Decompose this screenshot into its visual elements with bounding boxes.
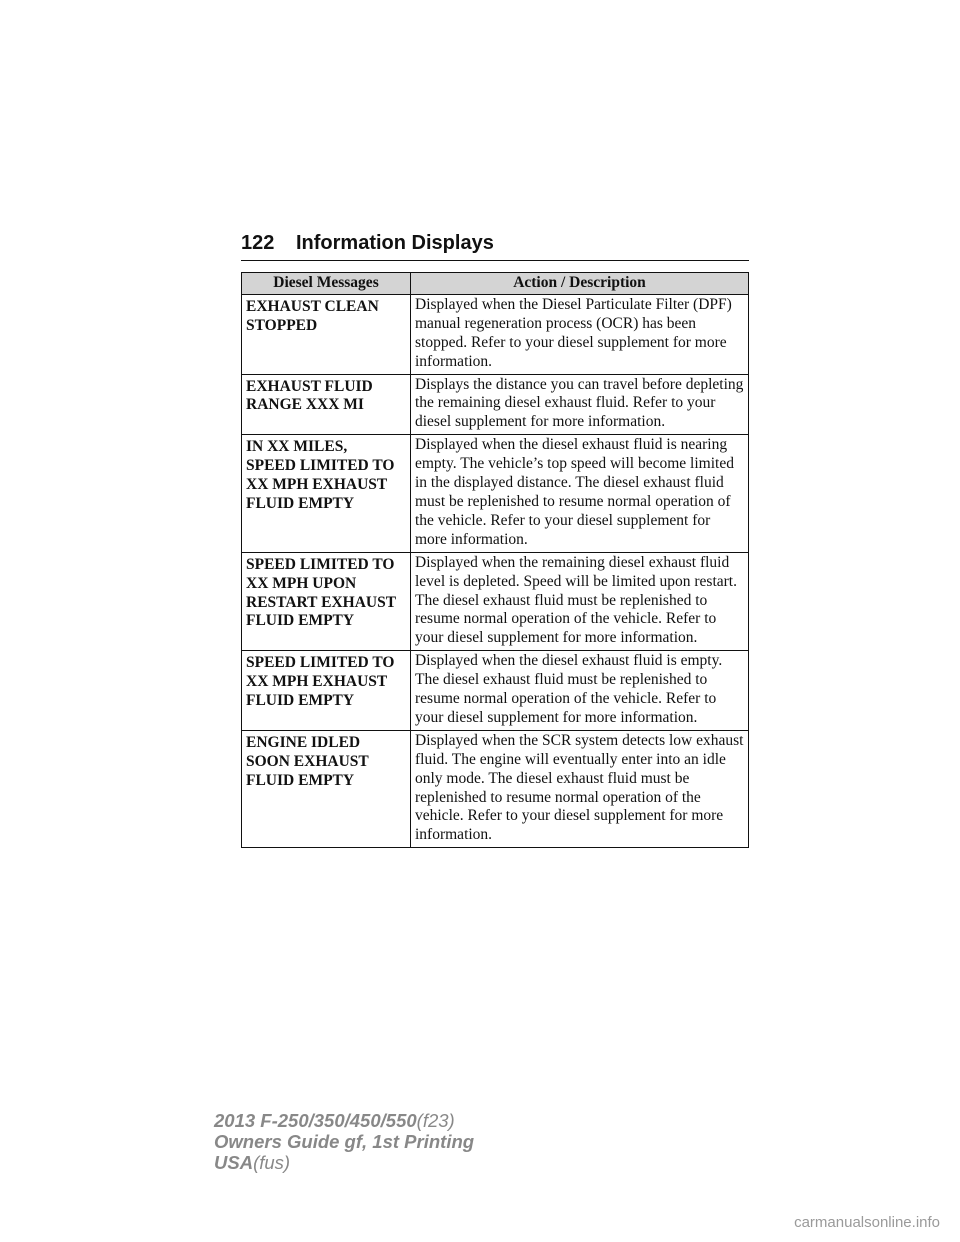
description-cell: Displayed when the diesel exhaust fluid is nearing empty. The vehicle’s top speed will become limited in the displayed distance. The diesel exhaust fluid must be replenished to resume normal operation of the vehicle. Refer to your diesel supplement for more information. (411, 435, 749, 552)
message-cell: IN XX MILES, SPEED LIMITED TO XX MPH EXHAUST FLUID EMPTY (242, 435, 411, 552)
table-row (242, 374, 749, 435)
footer-guide: Owners Guide gf, 1st Printing (214, 1131, 475, 1152)
column-header-action-description: Action / Description (411, 273, 749, 295)
message-cell: SPEED LIMITED TO XX MPH UPON RESTART EXHAUST FLUID EMPTY (242, 552, 411, 651)
document-footer (214, 1110, 474, 1173)
footer-model-code: (f23) (416, 1110, 455, 1131)
message-cell: ENGINE IDLED SOON EXHAUST FLUID EMPTY (242, 730, 411, 847)
footer-region: USA (214, 1152, 254, 1173)
table-row (242, 294, 749, 374)
table-row (242, 730, 749, 847)
message-cell: EXHAUST FLUID RANGE XXX MI (242, 374, 411, 435)
page-header (241, 228, 749, 258)
table-row (242, 651, 749, 731)
footer-model: 2013 F-250/350/450/550 (214, 1110, 417, 1131)
watermark: carmanualsonline.info (794, 1214, 940, 1231)
table-row (242, 435, 749, 552)
description-cell: Displays the distance you can travel before depleting the remaining diesel exhaust fluid. Refer to your diesel supplement for more information. (411, 374, 749, 435)
description-cell: Displayed when the Diesel Particulate Filter (DPF) manual regeneration process (OCR) has been stopped. Refer to your diesel supplement for more information. (411, 294, 749, 374)
page-number: 122 (241, 232, 275, 254)
table-header-row (242, 273, 749, 295)
section-title: Information Displays (296, 232, 494, 254)
description-cell: Displayed when the remaining diesel exhaust fluid level is depleted. Speed will be limited upon restart. The diesel exhaust fluid must be replenished to resume normal operation of the vehicle. Refer to your diesel supplement for more information. (411, 552, 749, 651)
column-header-diesel-messages: Diesel Messages (242, 273, 411, 295)
message-cell: EXHAUST CLEAN STOPPED (242, 294, 411, 374)
table-row (242, 552, 749, 651)
footer-region-code: (fus) (253, 1152, 291, 1173)
header-divider (241, 260, 749, 261)
footer-region-line (214, 1152, 474, 1173)
message-cell: SPEED LIMITED TO XX MPH EXHAUST FLUID EMPTY (242, 651, 411, 731)
footer-model-line (214, 1110, 474, 1131)
description-cell: Displayed when the SCR system detects low exhaust fluid. The engine will eventually enter into an idle only mode. The diesel exhaust fluid must be replenished to resume normal operation of the vehicle. Refer to your diesel supplement for more information. (411, 730, 749, 847)
diesel-messages-table (241, 272, 749, 848)
description-cell: Displayed when the diesel exhaust fluid is empty. The diesel exhaust fluid must be replenished to resume normal operation of the vehicle. Refer to your diesel supplement for more information. (411, 651, 749, 731)
